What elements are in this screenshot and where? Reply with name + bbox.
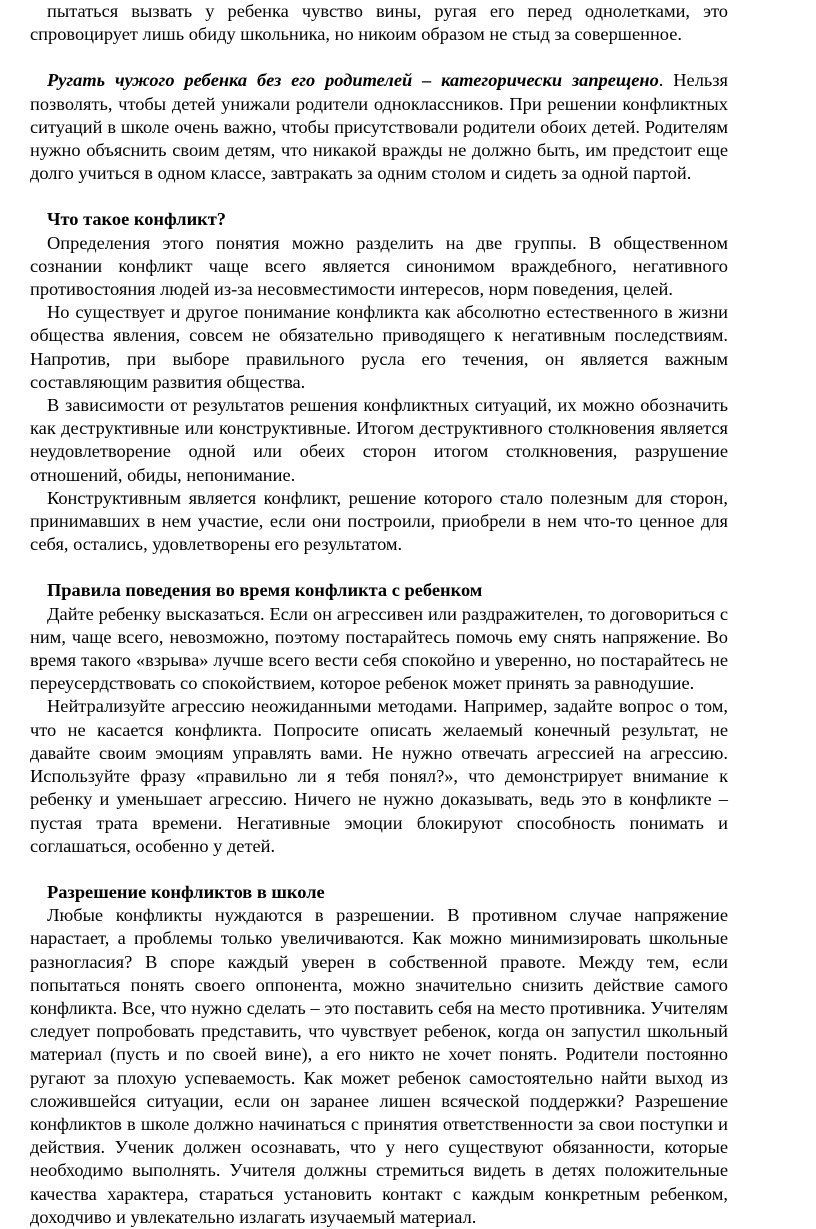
rule-paragraph <box>30 69 728 185</box>
intro-paragraph: пытаться вызвать у ребенка чувство вины, ругая его перед однолетками, это спровоцирует лишь обиду школьника, но никоим образом не стыд за совершенное. <box>30 1 728 45</box>
paragraph: Но существует и другое понимание конфликта как абсолютно естественного в жизни общества явления, совсем не обязательно приводящего к негативным последствиям. Напротив, при выборе правильного русла его течения, он является важным составляющим развития общества. <box>30 302 728 392</box>
spacer <box>30 858 728 881</box>
paragraph: Определения этого понятия можно разделить на две группы. В общественном сознании конфликт чаще всего является синонимом враждебного, негативного противостояния людей из-за несовместимости интересов, норм поведения, целей. <box>30 232 728 300</box>
section-heading-behavior-rules: Правила поведения во время конфликта с ребенком <box>47 580 483 601</box>
rule-text: . Нельзя позволять, чтобы детей унижали родители одноклассников. При решении конфликтных ситуаций в школе очень важно, чтобы присутствовали родители обоих детей. Родителям нужно объяснить своим детям, что никакой вражды не должно быть, им предстоит еще долго учиться в одном классе, завтракать за одним столом и сидеть за одной партой. <box>30 70 728 184</box>
paragraph: Конструктивным является конфликт, решение которого стало полезным для сторон, принимавших в нем участие, если они построили, приобрели в нем что-то ценное для себя, остались, удовлетворены его результатом. <box>30 487 728 555</box>
paragraph: Нейтрализуйте агрессию неожиданными методами. Например, задайте вопрос о том, что не касается конфликта. Попросите описать желаемый конечный результат, не давайте своим эмоциям управлять вами. Не нужно отвечать агрессией на агрессию. Используйте фразу «правильно ли я тебя понял?», что демонстрирует внимание к ребенку и уменьшает агрессию. Ничего не нужно доказывать, ведь это в конфликте – пустая трата времени. Негативные эмоции блокируют способность понимать и соглашаться, особенно у детей. <box>30 696 728 856</box>
section-heading-what-is-conflict: Что такое конфликт? <box>47 209 226 230</box>
paragraph: Любые конфликты нуждаются в разрешении. В противном случае напряжение нарастает, а проблемы только увеличиваются. Как можно минимизировать школьные разногласия? В споре каждый уверен в собственной правоте. Между тем, если попытаться понять своего оппонента, можно значительно снизить действие самого конфликта. Все, что нужно сделать – это поставить себя на место противника. Учителям следует попробовать представить, что чувствует ребенок, когда он запустил школьный материал (пусть и по своей вине), а его никто не хочет понять. Родители постоянно ругают за плохую успеваемость. Как может ребенок самостоятельно найти выход из сложившейся ситуации, если он заранее лишен всяческой поддержки? Разрешение конфликтов в школе должно начинаться с принятия ответственности за свои поступки и действия. Ученик должен осознавать, что у него существуют обязанности, которые необходимо выполнять. Учителя должны стремиться видеть в детях положительные качества характера, стараться установить контакт с каждым конкретным ребенком, доходчиво и увлекательно излагать изучаемый материал. <box>30 905 728 1227</box>
spacer <box>30 556 728 579</box>
spacer <box>30 46 728 69</box>
rule-lead: Ругать чужого ребенка без его родителей – категорически запрещено <box>47 70 659 91</box>
paragraph: В зависимости от результатов решения конфликтных ситуаций, их можно обозначить как деструктивные или конструктивные. Итогом деструктивного столкновения является неудовлетворение одной или обеих сторон итогом столкновения, разрушение отношений, обиды, непонимание. <box>30 395 728 485</box>
document-page <box>30 0 728 1229</box>
paragraph: Дайте ребенку высказаться. Если он агрессивен или раздражителен, то договориться с ним, чаще всего, невозможно, поэтому постарайтесь помочь ему снять напряжение. Во время такого «взрыва» лучше всего вести себя спокойно и уверенно, но постарайтесь не переусердствовать со спокойствием, которое ребенок может принять за равнодушие. <box>30 603 728 694</box>
spacer <box>30 185 728 208</box>
section-heading-conflict-resolution: Разрешение конфликтов в школе <box>47 881 325 902</box>
